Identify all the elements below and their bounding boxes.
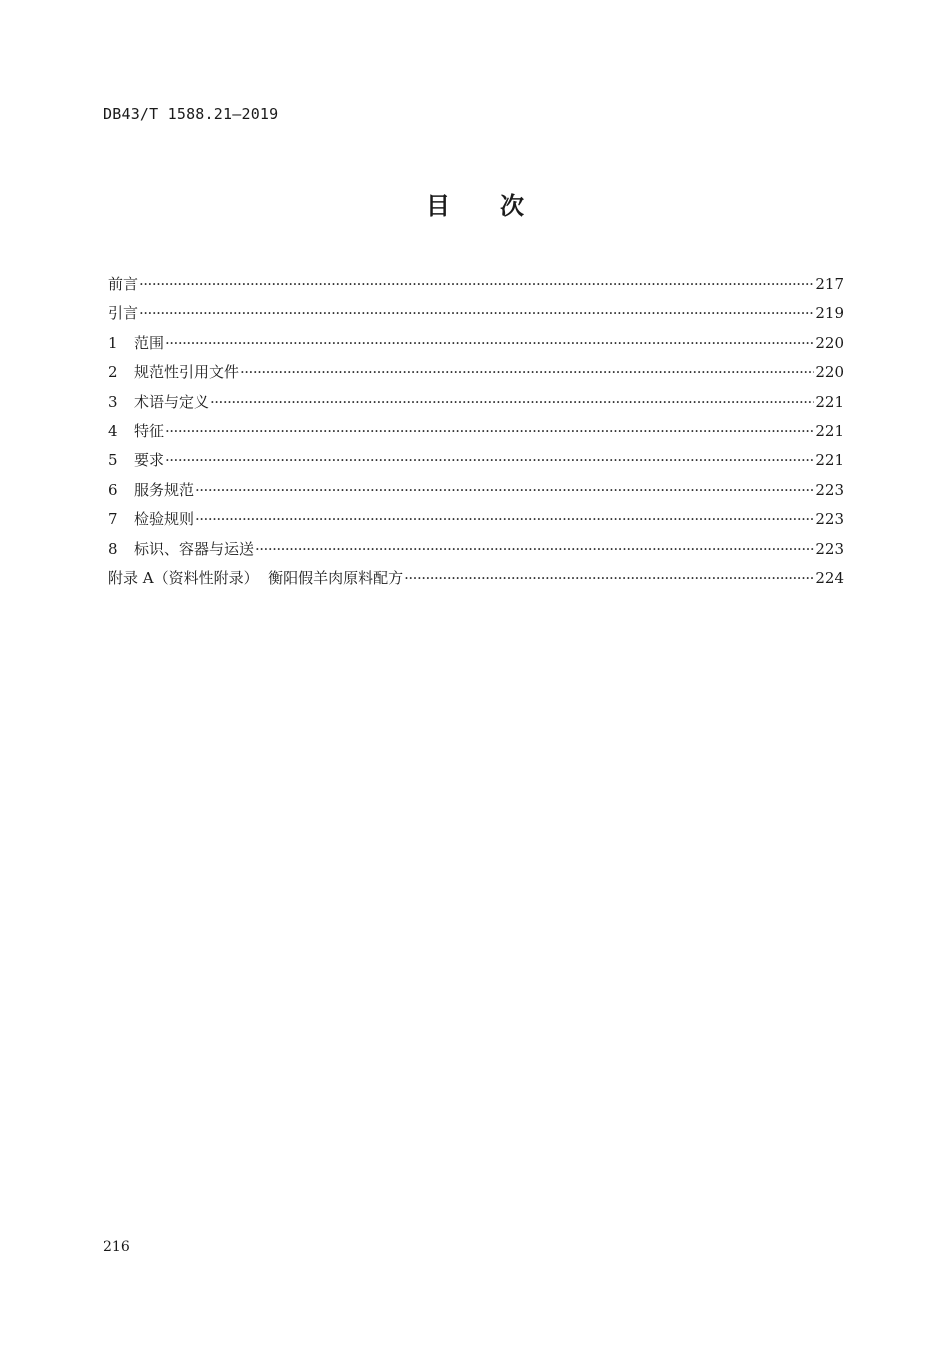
toc-dot-leader: [165, 334, 814, 352]
toc-entry-number: 5: [108, 451, 118, 470]
toc-dot-leader: [139, 275, 814, 293]
toc-entry-appendix-a[interactable]: [108, 567, 844, 596]
table-of-contents: [108, 273, 844, 596]
toc-entry-page: 220: [815, 363, 844, 382]
toc-entry-label: 要求: [134, 451, 165, 470]
toc-entry-introduction[interactable]: [108, 302, 844, 331]
toc-entry-label: 术语与定义: [134, 392, 210, 411]
toc-entry-page: 219: [815, 304, 844, 323]
toc-entry-number: 1: [108, 333, 118, 352]
page-title-char-1: 目: [426, 192, 450, 220]
toc-entry-label: 服务规范: [134, 480, 195, 499]
toc-entry-labeling-containers-transport[interactable]: [108, 538, 844, 567]
toc-entry-characteristics[interactable]: [108, 420, 844, 449]
toc-entry-scope[interactable]: [108, 332, 844, 361]
toc-dot-leader: [195, 481, 814, 499]
toc-entry-page: 220: [815, 333, 844, 352]
toc-dot-leader: [240, 363, 814, 381]
toc-entry-number: 6: [108, 480, 118, 499]
toc-entry-label: 前言: [108, 275, 139, 293]
document-code: DB43/T 1588.21—2019: [103, 105, 279, 123]
toc-entry-page: 221: [815, 451, 844, 470]
toc-entry-number: 3: [108, 392, 118, 411]
toc-entry-page: 223: [815, 539, 844, 558]
toc-entry-label: 特征: [134, 421, 165, 440]
toc-entry-label: 范围: [134, 333, 165, 352]
toc-entry-page: 223: [815, 480, 844, 499]
page-title-char-2: 次: [500, 192, 524, 220]
toc-entry-page: 221: [815, 392, 844, 411]
toc-dot-leader: [404, 569, 814, 587]
toc-entry-terms-definitions[interactable]: [108, 391, 844, 420]
page-title: [0, 186, 950, 221]
toc-entry-label: 引言: [108, 304, 139, 323]
page-number: 216: [103, 1239, 130, 1255]
toc-entry-label: 标识、容器与运送: [134, 539, 255, 558]
toc-dot-leader: [210, 393, 814, 411]
toc-dot-leader: [139, 304, 814, 322]
toc-entry-page: 217: [815, 275, 844, 293]
toc-entry-inspection-rules[interactable]: [108, 508, 844, 537]
toc-dot-leader: [195, 510, 814, 528]
toc-entry-label: 检验规则: [134, 510, 195, 529]
toc-entry-label: 附录 A（资料性附录） 衡阳假羊肉原料配方: [108, 568, 404, 587]
toc-entry-number: 8: [108, 539, 118, 558]
toc-entry-number: 7: [108, 510, 118, 529]
toc-dot-leader: [255, 540, 814, 558]
toc-entry-requirements[interactable]: [108, 449, 844, 478]
toc-entry-page: 223: [815, 510, 844, 529]
toc-dot-leader: [165, 451, 814, 469]
toc-entry-service-specifications[interactable]: [108, 479, 844, 508]
toc-entry-foreword[interactable]: [108, 273, 844, 302]
toc-dot-leader: [165, 422, 814, 440]
toc-entry-label: 规范性引用文件: [134, 363, 240, 382]
toc-entry-normative-references[interactable]: [108, 361, 844, 390]
toc-entry-number: 4: [108, 421, 118, 440]
toc-entry-page: 224: [815, 568, 844, 587]
toc-entry-page: 221: [815, 421, 844, 440]
toc-entry-number: 2: [108, 363, 118, 382]
